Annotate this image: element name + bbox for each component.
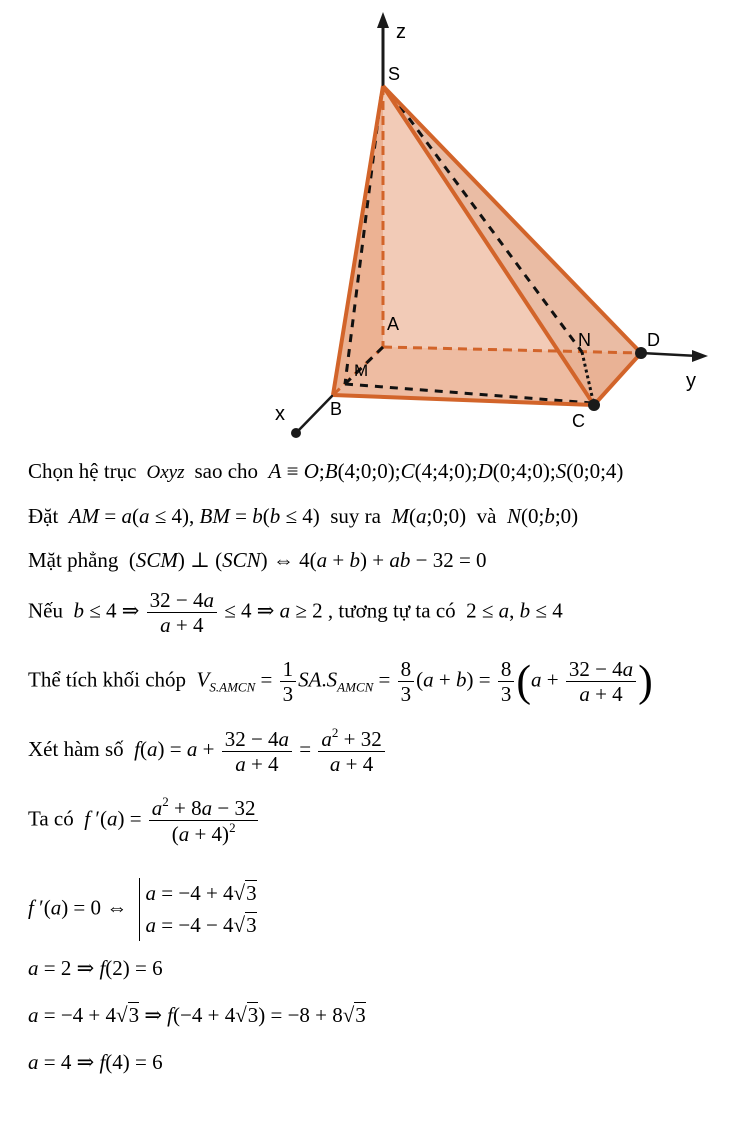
text-tuong-tu: , tương tự ta có	[327, 598, 456, 623]
line-bounds: Nếu b ≤ 4 ⇒ $\frac{32 - 4a}{a + 4}$ ≤ 4 ⇒ a ≥ 2 , tương tự ta có 2 ≤ a, b ≤ 4	[28, 588, 563, 638]
y-axis	[641, 353, 698, 356]
line-plane-condition: Mặt phẳng (SCM) ⊥ (SCN) ⇔ 4(a + b) + ab − 32 = 0	[28, 548, 487, 572]
text-the-tich: Thể tích khối chóp	[28, 667, 187, 692]
x-axis	[297, 395, 333, 432]
label-m: M	[354, 361, 369, 380]
text-xet-ham-so: Xét hàm số	[28, 736, 124, 761]
y-arrow-icon	[692, 350, 708, 362]
pyramid-figure	[0, 0, 751, 445]
text-dat: Đặt	[28, 504, 59, 528]
label-a: A	[387, 314, 400, 334]
label-n: N	[578, 330, 591, 350]
line-derivative: Ta có f ′(a) = $\frac{a^2 + 8a - 32}{(a + 4)^2}$	[28, 795, 260, 846]
text-neu: Nếu	[28, 598, 63, 623]
z-arrow-icon	[377, 12, 389, 28]
vertex-d-dot	[635, 347, 647, 359]
line-value-at-2: a = 2 ⇒ f(2) = 6	[28, 956, 163, 980]
line-coordinate-system: Chọn hệ trục Oxyz sao cho A ≡ O;B(4;0;0);C(4;4;0);D(0;4;0);S(0;0;4)	[28, 459, 624, 483]
text-mat-phang: Mặt phẳng	[28, 548, 119, 572]
text-sao-cho: sao cho	[194, 459, 259, 483]
line-volume: Thể tích khối chóp $V_{S.AMCN}$ = $\frac{1}{3}$ $SA.S_{AMCN}$ = $\frac{8}{3}$ (a + b) = $\frac{8}{3}$ (a + $\frac{32 - 4a}{a + 4}$ )	[28, 656, 653, 707]
x-axis-end-dot	[291, 428, 301, 438]
label-x: x	[275, 403, 285, 425]
label-s: S	[388, 64, 401, 84]
line-value-at-4: a = 4 ⇒ f(4) = 6	[28, 1050, 163, 1074]
label-y: y	[686, 370, 696, 392]
text-ta-co: Ta có	[28, 806, 74, 831]
label-d: D	[647, 330, 660, 350]
label-b: B	[330, 399, 343, 419]
label-z: z	[396, 21, 406, 43]
vertex-c-dot	[588, 399, 600, 411]
text-va: và	[476, 504, 497, 528]
line-set-am-bm: Đặt AM = a(a ≤ 4), BM = b(b ≤ 4) suy ra M(a;0;0) và N(0;b;0)	[28, 504, 579, 528]
text-choose-axes: Chọn hệ trục	[28, 459, 137, 483]
label-c: C	[572, 411, 585, 431]
line-value-at-root: a = −4 + 4√3 ⇒ f(−4 + 4√3) = −8 + 8√3	[28, 1003, 366, 1027]
text-suy-ra: suy ra	[330, 504, 381, 528]
line-roots: f ′(a) = 0 ⇔ a = −4 + 4√3 a = −4 − 4√3	[28, 878, 257, 941]
line-function: Xét hàm số f(a) = a + $\frac{32 - 4a}{a + 4}$ = $\frac{a^2 + 32}{a + 4}$	[28, 726, 387, 776]
